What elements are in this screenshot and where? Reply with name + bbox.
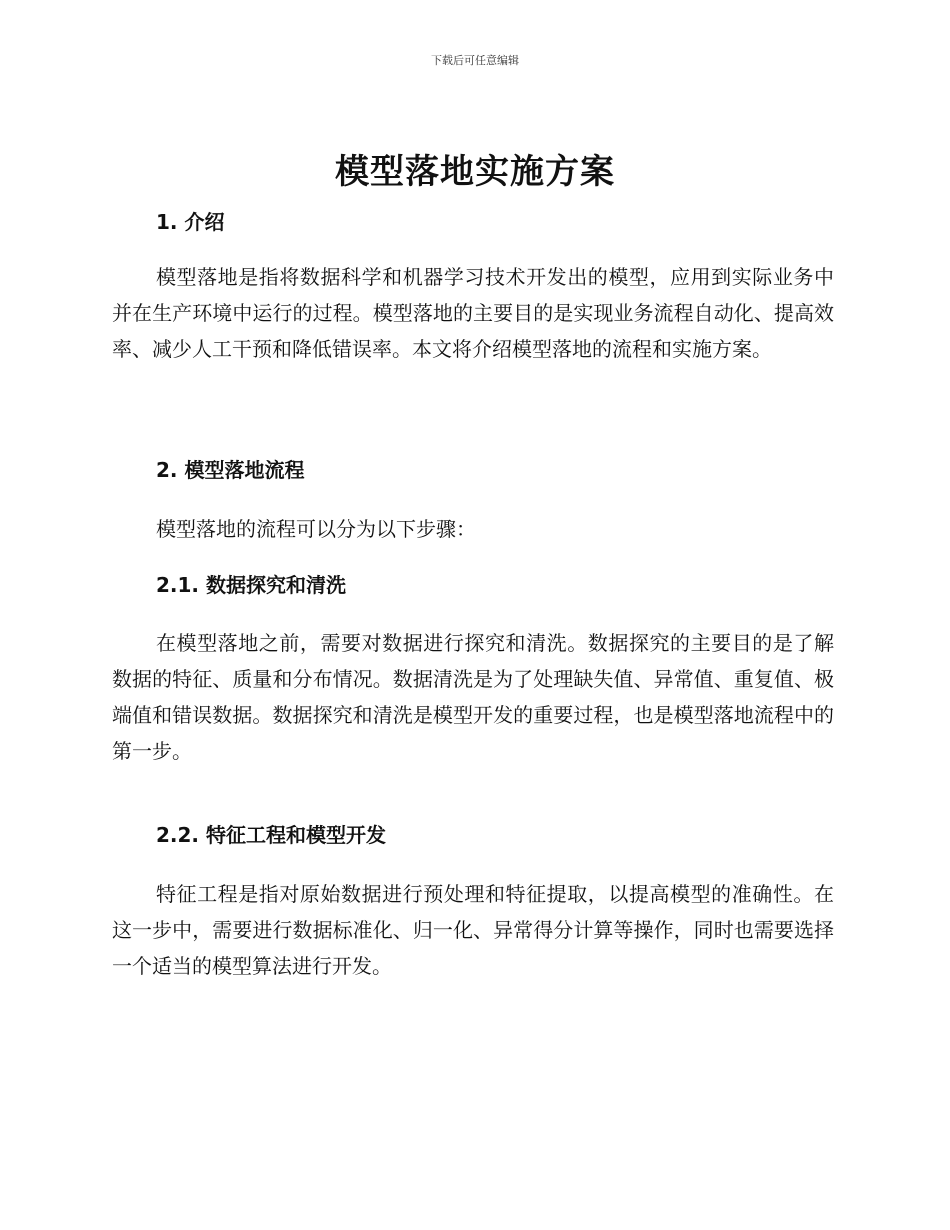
- section-paragraph-introduction: 模型落地是指将数据科学和机器学习技术开发出的模型，应用到实际业务中并在生产环境中运行的过程。模型落地的主要目的是实现业务流程自动化、提高效率、减少人工干预和降低错误率。本文将介绍模型落地的流程和实施方案。: [112, 265, 834, 361]
- section-heading-feature-engineering: 2.2. 特征工程和模型开发: [156, 823, 386, 847]
- section-heading-data-exploration: 2.1. 数据探究和清洗: [156, 573, 346, 597]
- page-header-note: 下载后可任意编辑: [431, 54, 519, 67]
- section-paragraph-data-exploration: 在模型落地之前，需要对数据进行探究和清洗。数据探究的主要目的是了解数据的特征、质量和分布情况。数据清洗是为了处理缺失值、异常值、重复值、极端值和错误数据。数据探究和清洗是模型开发的重要过程，也是模型落地流程中的第一步。: [112, 631, 834, 763]
- section-paragraph-process: 模型落地的流程可以分为以下步骤：: [156, 517, 476, 541]
- section-heading-introduction: 1. 介绍: [156, 210, 225, 234]
- section-paragraph-feature-engineering: 特征工程是指对原始数据进行预处理和特征提取，以提高模型的准确性。在这一步中，需要进行数据标准化、归一化、异常得分计算等操作，同时也需要选择一个适当的模型算法进行开发。: [112, 882, 834, 978]
- section-heading-process: 2. 模型落地流程: [156, 458, 305, 482]
- document-title: 模型落地实施方案: [335, 152, 615, 192]
